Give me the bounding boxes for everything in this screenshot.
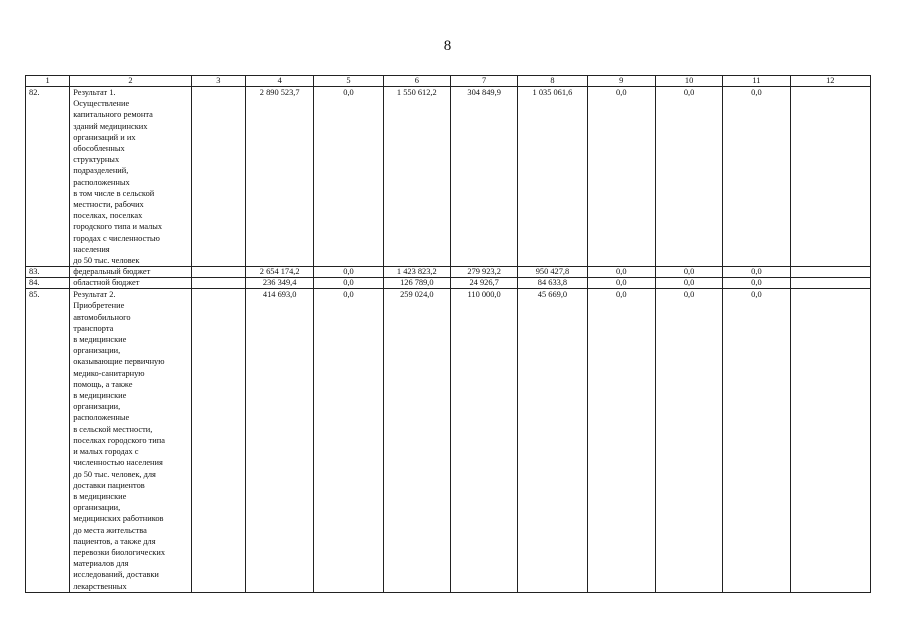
cell-col3 xyxy=(191,87,245,267)
cell-col9: 0,0 xyxy=(587,289,655,592)
page-number: 8 xyxy=(443,38,452,54)
row-description: областной бюджет xyxy=(70,278,192,289)
row-number: 83. xyxy=(26,267,70,278)
cell-col7: 279 923,2 xyxy=(450,267,517,278)
column-header: 5 xyxy=(314,76,383,87)
cell-col9: 0,0 xyxy=(587,278,655,289)
cell-col8: 1 035 061,6 xyxy=(518,87,587,267)
cell-col4: 414 693,0 xyxy=(246,289,314,592)
cell-col12 xyxy=(790,267,870,278)
row-description: федеральный бюджет xyxy=(70,267,192,278)
cell-col10: 0,0 xyxy=(655,267,722,278)
column-number-row xyxy=(26,76,871,87)
cell-col3 xyxy=(191,289,245,592)
cell-col3 xyxy=(191,278,245,289)
table-row xyxy=(26,267,871,278)
row-number: 82. xyxy=(26,87,70,267)
cell-col11: 0,0 xyxy=(723,267,790,278)
cell-col7: 304 849,9 xyxy=(450,87,517,267)
table-row xyxy=(26,289,871,592)
column-header: 7 xyxy=(450,76,517,87)
cell-col6: 259 024,0 xyxy=(383,289,450,592)
row-number: 85. xyxy=(26,289,70,592)
cell-col12 xyxy=(790,278,870,289)
cell-col10: 0,0 xyxy=(655,87,722,267)
column-header: 4 xyxy=(246,76,314,87)
cell-col10: 0,0 xyxy=(655,289,722,592)
cell-col11: 0,0 xyxy=(723,289,790,592)
cell-col4: 236 349,4 xyxy=(246,278,314,289)
row-description: Результат 1. Осуществление капитального ремонта зданий медицинских организаций и их обособленных структурных подразделений, расположенных в том числе в сельской местности, рабочих поселках, поселках городского типа и малых городах с численностью населения до 50 тыс. человек xyxy=(70,87,192,267)
cell-col5: 0,0 xyxy=(314,87,383,267)
cell-col9: 0,0 xyxy=(587,267,655,278)
table-row xyxy=(26,278,871,289)
cell-col12 xyxy=(790,87,870,267)
column-header: 11 xyxy=(723,76,790,87)
table-row xyxy=(26,87,871,267)
cell-col6: 126 789,0 xyxy=(383,278,450,289)
column-header: 6 xyxy=(383,76,450,87)
cell-col8: 84 633,8 xyxy=(518,278,587,289)
column-header: 8 xyxy=(518,76,587,87)
cell-col4: 2 890 523,7 xyxy=(246,87,314,267)
cell-col7: 110 000,0 xyxy=(450,289,517,592)
cell-col3 xyxy=(191,267,245,278)
cell-col8: 950 427,8 xyxy=(518,267,587,278)
cell-col5: 0,0 xyxy=(314,278,383,289)
cell-col4: 2 654 174,2 xyxy=(246,267,314,278)
cell-col9: 0,0 xyxy=(587,87,655,267)
cell-col5: 0,0 xyxy=(314,289,383,592)
column-header: 10 xyxy=(655,76,722,87)
cell-col7: 24 926,7 xyxy=(450,278,517,289)
cell-col11: 0,0 xyxy=(723,87,790,267)
cell-col6: 1 423 823,2 xyxy=(383,267,450,278)
row-description: Результат 2. Приобретение автомобильного транспорта в медицинские организации, оказывающие первичную медико-санитарную помощь, а также в медицинские организации, расположенные в сельской местности, поселках городского типа и малых городах с численностью населения до 50 тыс. человек, для доставки пациентов в медицинские организации, медицинских работников до места жительства пациентов, а также для перевозки биологических материалов для исследований, доставки лекарственных xyxy=(70,289,192,592)
cell-col8: 45 669,0 xyxy=(518,289,587,592)
budget-table xyxy=(25,75,871,593)
column-header: 2 xyxy=(70,76,192,87)
row-number: 84. xyxy=(26,278,70,289)
column-header: 9 xyxy=(587,76,655,87)
cell-col10: 0,0 xyxy=(655,278,722,289)
column-header: 1 xyxy=(26,76,70,87)
cell-col12 xyxy=(790,289,870,592)
cell-col5: 0,0 xyxy=(314,267,383,278)
cell-col11: 0,0 xyxy=(723,278,790,289)
column-header: 3 xyxy=(191,76,245,87)
cell-col6: 1 550 612,2 xyxy=(383,87,450,267)
column-header: 12 xyxy=(790,76,870,87)
